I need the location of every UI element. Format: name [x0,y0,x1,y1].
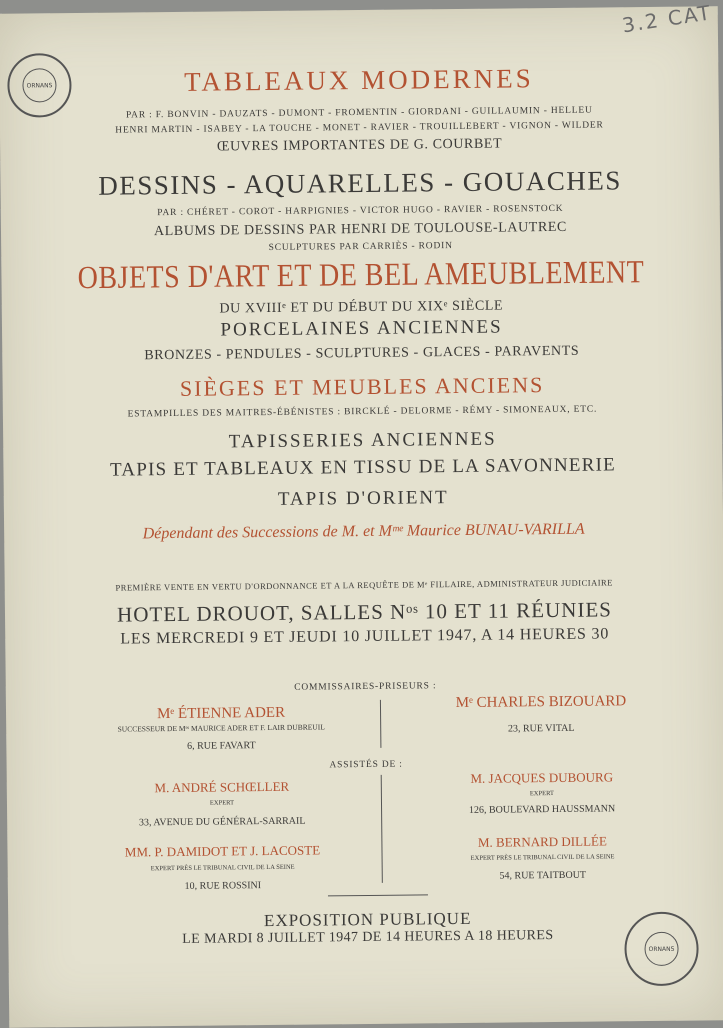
expert-damidot-name: MM. P. DAMIDOT ET J. LACOSTE [124,842,321,860]
ader-name: Mᵉ ÉTIENNE ADER [156,704,286,723]
bizouard-name: Mᵉ CHARLES BIZOUARD [455,693,627,712]
expert-dillee-address: 54, RUE TAITBOUT [499,869,587,882]
dependant-successions: Dépendant des Successions de M. et Mᵐᵉ Maurice BUNAU-VARILLA [142,520,585,543]
ader-address: 6, RUE FAVART [187,740,256,752]
stamp-center-text-2: ORNANS [644,932,678,966]
premiere-vente: PREMIÈRE VENTE EN VERTU D'ORDONNANCE ET A LA REQUÊTE DE Mᵉ FILLAIRE, ADMINISTRATEUR JUDICIAIRE [115,577,613,593]
title-objets-art: OBJETS D'ART ET DE BEL AMEUBLEMENT [77,254,645,297]
stamp-center-text: ORNANS [22,68,56,102]
expert-damidot-address: 10, RUE ROSSINI [184,880,262,892]
porcelaines-line: PORCELAINES ANCIENNES [220,316,503,341]
estampilles-line: ESTAMPILLES DES MAITRES-ÉBÉNISTES : BIRCKLÉ - DELORME - RÉMY - SIMONEAUX, ETC. [127,404,598,420]
orient-line: TAPIS D'ORIENT [277,487,449,510]
divider-vertical-top [380,700,382,748]
expert-schoeller-address: 33, AVENUE DU GÉNÉRAL-SARRAIL [138,815,306,829]
artists-line-2: HENRI MARTIN - ISABEY - LA TOUCHE - MONET - RAVIER - TROUILLEBERT - VIGNON - WILDER [115,120,604,136]
ader-successor: SUCCESSEUR DE Mᵉˢ MAURICE ADER ET F. LAIR DUBREUIL [117,722,325,734]
albums-lautrec: ALBUMS DE DESSINS PAR HENRI DE TOULOUSE-LAUTREC [153,219,568,240]
expert-dillee-role: EXPERT PRÈS LE TRIBUNAL CIVIL DE LA SEINE [470,853,615,862]
expert-schoeller-name: M. ANDRÉ SCHŒLLER [154,778,290,796]
handwritten-note: 3.2 CAT [620,0,714,38]
sieges-title: SIÈGES ET MEUBLES ANCIENS [179,372,545,401]
bizouard-address: 23, RUE VITAL [507,722,575,735]
savonnerie-line: TAPIS ET TABLEAUX EN TISSU DE LA SAVONNERIE [109,454,616,481]
exposition-dates: LE MARDI 8 JUILLET 1947 DE 14 HEURES A 18 HEURES [182,928,554,947]
expert-damidot-role: EXPERT PRÈS LE TRIBUNAL CIVIL DE LA SEINE [150,863,295,873]
artists-line-1: PAR : F. BONVIN - DAUZATS - DUMONT - FROMENTIN - GIORDANI - GUILLAUMIN - HELLEU [125,105,593,121]
expert-dubourg-name: M. JACQUES DUBOURG [470,769,614,786]
expert-dillee-name: M. BERNARD DILLÉE [477,833,607,850]
commissaires-heading: COMMISSAIRES-PRISEURS : [294,681,437,693]
exposition-title: EXPOSITION PUBLIQUE [263,908,472,931]
tapisseries-line: TAPISSERIES ANCIENNES [228,428,497,453]
bronzes-line: BRONZES - PENDULES - SCULPTURES - GLACES - PARAVENTS [144,343,580,364]
title-tableaux-modernes: TABLEAUX MODERNES [183,63,534,97]
period-line: DU XVIIIᵉ ET DU DÉBUT DU XIXᵉ SIÈCLE [219,298,504,317]
hotel-drouot: HOTEL DROUOT, SALLES Nᵒˢ 10 ET 11 RÉUNIES [116,597,613,627]
assistes-heading: ASSISTÉS DE : [329,759,403,771]
divider-horizontal [328,894,428,896]
dessins-artists: PAR : CHÉRET - COROT - HARPIGNIES - VICTOR HUGO - RAVIER - ROSENSTOCK [157,203,564,219]
expert-dubourg-address: 126, BOULEVARD HAUSSMANN [468,803,616,816]
sale-dates: LES MERCREDI 9 ET JEUDI 10 JUILLET 1947, A 14 HEURES 30 [120,625,610,648]
sculptures-line: SCULPTURES PAR CARRIÈS - RODIN [268,241,453,253]
title-dessins: DESSINS - AQUARELLES - GOUACHES [98,165,622,201]
courbet-works: ŒUVRES IMPORTANTES DE G. COURBET [216,136,503,155]
expert-dubourg-role: EXPERT [529,790,555,798]
expert-schoeller-role: EXPERT [209,799,235,807]
divider-vertical-bottom [381,775,383,883]
